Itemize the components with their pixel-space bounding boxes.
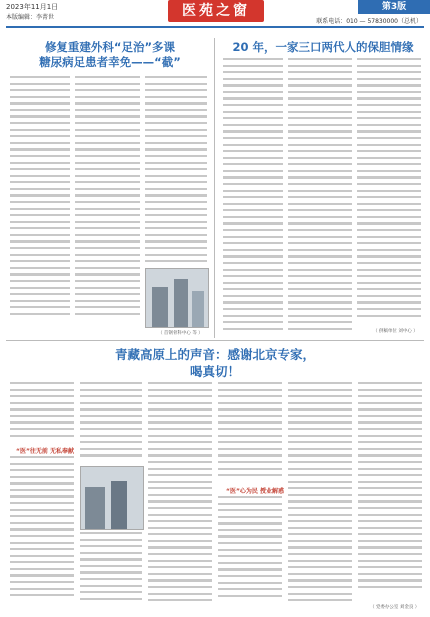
edition-badge: 第3版	[358, 0, 430, 14]
bottom-text-col-3	[148, 382, 212, 608]
subhead-b: “医”心为民 授业解惑	[226, 488, 284, 495]
bottom-headline-2: 喝真切！	[189, 364, 240, 379]
column-divider	[214, 38, 215, 338]
left-text-col-3	[145, 76, 207, 266]
bottom-text-col-6	[358, 382, 422, 598]
bottom-text-col-1b	[10, 456, 74, 606]
left-title-line-2: 糖尿病足患者幸免——“截”	[39, 55, 181, 69]
masthead-title: 医苑之窗	[182, 3, 250, 19]
bottom-text-col-1a	[10, 382, 74, 442]
right-caption: （ 供稿单位 刘中心 ）	[373, 329, 418, 334]
left-text-col-1	[10, 76, 70, 316]
right-text-col-1	[223, 58, 283, 338]
page-editor: 本版编辑：李菁世	[6, 14, 55, 21]
bottom-text-col-4a	[218, 382, 282, 482]
bottom-text-col-5	[288, 382, 352, 608]
contact-info: 联系电话：010 — 57830000（总机）	[316, 18, 422, 25]
bottom-headline-1: 青藏高原上的声音：感谢北京专家，	[114, 347, 315, 362]
bottom-text-col-4b	[218, 496, 282, 608]
bottom-photo-1	[80, 466, 144, 530]
section-divider	[6, 340, 424, 341]
masthead	[168, 0, 264, 22]
left-text-col-2	[75, 76, 140, 316]
right-headline: 20 年，一家三口两代人的保胆情缘	[232, 40, 414, 54]
left-caption: （ 首钢骨科中心 等 ）	[158, 331, 203, 336]
right-text-col-2	[288, 58, 352, 338]
issue-date: 2023年11月1日	[6, 3, 59, 11]
subhead-a: “医”往无前 无私奉献	[16, 448, 74, 455]
header-rule	[6, 26, 424, 28]
left-headline	[10, 40, 210, 70]
bottom-caption: （ 党委办公室 刘金良 ）	[370, 605, 420, 610]
right-text-col-3	[357, 58, 421, 328]
bottom-text-col-2b	[80, 532, 142, 608]
bottom-text-col-2a	[80, 382, 142, 462]
left-photo	[145, 268, 209, 328]
left-title-line-1: 修复重建外科“足治”多课	[44, 40, 176, 54]
